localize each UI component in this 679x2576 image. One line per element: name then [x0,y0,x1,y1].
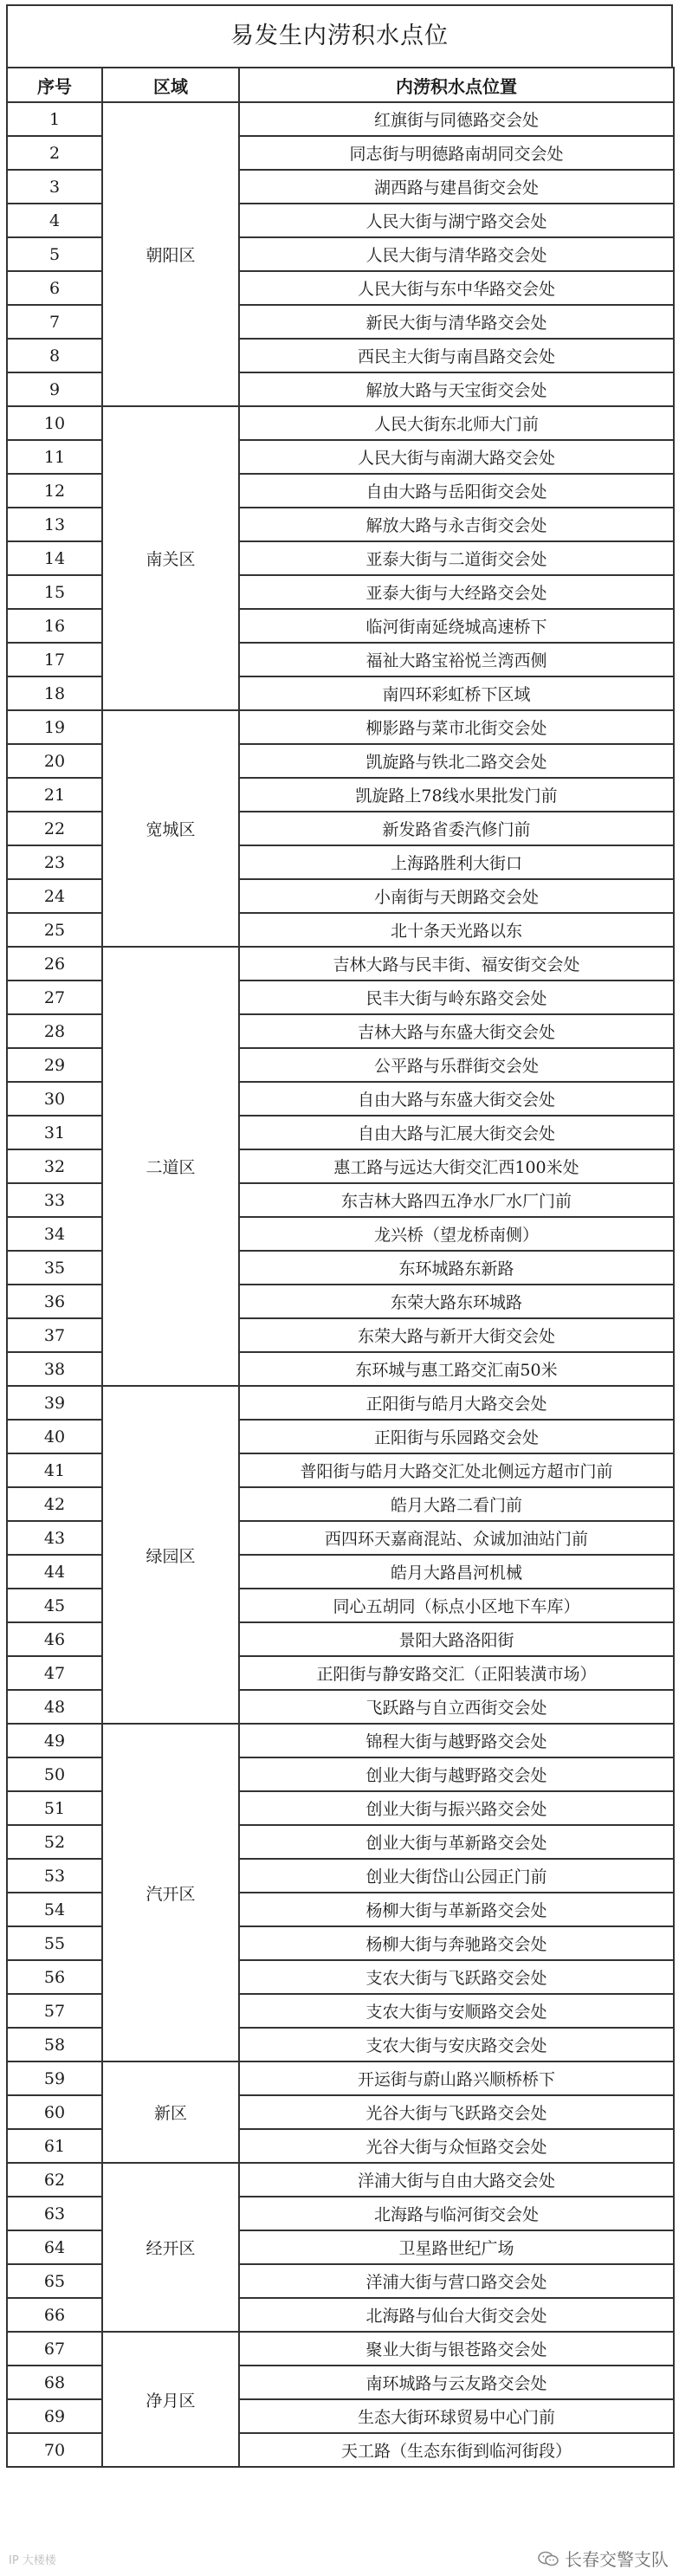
location-cell: 北海路与仙台大街交会处 [239,2298,674,2332]
row-index: 48 [7,1690,102,1724]
location-cell: 龙兴桥（望龙桥南侧） [239,1217,674,1251]
table-row [7,2332,674,2366]
location-cell: 北海路与临河街交会处 [239,2197,674,2230]
row-index: 14 [7,541,102,575]
row-index: 12 [7,474,102,508]
sheet-title: 易发生内涝积水点位 [6,4,673,67]
location-cell: 飞跃路与自立西街交会处 [239,1690,674,1724]
row-index: 16 [7,609,102,643]
district-cell: 宽城区 [102,710,239,947]
location-cell: 人民大街与清华路交会处 [239,237,674,271]
row-index: 26 [7,947,102,981]
location-cell: 人民大街东北师大门前 [239,406,674,440]
table-row [7,406,674,440]
location-cell: 凯旋路与铁北二路交会处 [239,744,674,778]
district-cell: 绿园区 [102,1386,239,1724]
table-row [7,2163,674,2197]
row-index: 62 [7,2163,102,2197]
location-cell: 人民大街与南湖大路交会处 [239,440,674,474]
row-index: 53 [7,1859,102,1893]
location-cell: 亚泰大街与二道街交会处 [239,541,674,575]
location-cell: 普阳街与皓月大路交汇处北侧远方超市门前 [239,1453,674,1487]
row-index: 59 [7,2061,102,2095]
row-index: 18 [7,676,102,710]
location-cell: 自由大路与岳阳街交会处 [239,474,674,508]
header-location: 内涝积水点位置 [239,68,674,102]
row-index: 29 [7,1048,102,1082]
location-cell: 公平路与乐群街交会处 [239,1048,674,1082]
row-index: 6 [7,271,102,305]
row-index: 57 [7,1994,102,2028]
location-cell: 东环城与惠工路交汇南50米 [239,1352,674,1386]
row-index: 54 [7,1893,102,1926]
row-index: 39 [7,1386,102,1420]
row-index: 46 [7,1622,102,1656]
row-index: 66 [7,2298,102,2332]
location-cell: 惠工路与远达大街交汇西100米处 [239,1149,674,1183]
row-index: 20 [7,744,102,778]
location-cell: 新民大街与清华路交会处 [239,305,674,339]
row-index: 23 [7,845,102,879]
location-cell: 临河街南延绕城高速桥下 [239,609,674,643]
row-index: 2 [7,136,102,170]
row-index: 21 [7,778,102,812]
row-index: 43 [7,1521,102,1555]
location-cell: 小南街与天朗路交会处 [239,879,674,913]
row-index: 40 [7,1420,102,1453]
location-cell: 上海路胜利大街口 [239,845,674,879]
location-cell: 东吉林大路四五净水厂水厂门前 [239,1183,674,1217]
location-cell: 支农大街与安庆路交会处 [239,2028,674,2061]
location-cell: 东荣大路东环城路 [239,1285,674,1318]
district-cell: 净月区 [102,2332,239,2467]
row-index: 5 [7,237,102,271]
district-cell: 二道区 [102,947,239,1386]
location-cell: 卫星路世纪广场 [239,2230,674,2264]
row-index: 51 [7,1791,102,1825]
location-cell: 天工路（生态东街到临河街段） [239,2433,674,2467]
location-cell: 人民大街与湖宁路交会处 [239,204,674,237]
row-index: 36 [7,1285,102,1318]
row-index: 10 [7,406,102,440]
location-cell: 同志街与明德路南胡同交会处 [239,136,674,170]
location-cell: 聚业大街与银苍路交会处 [239,2332,674,2366]
row-index: 63 [7,2197,102,2230]
row-index: 70 [7,2433,102,2467]
district-cell: 新区 [102,2061,239,2163]
row-index: 60 [7,2095,102,2129]
location-cell: 支农大街与飞跃路交会处 [239,1960,674,1994]
account-name: 长春交警支队 [565,2549,669,2570]
row-index: 41 [7,1453,102,1487]
row-index: 64 [7,2230,102,2264]
location-cell: 开运街与蔚山路兴顺桥桥下 [239,2061,674,2095]
row-index: 42 [7,1487,102,1521]
location-cell: 南环城路与云友路交会处 [239,2366,674,2399]
location-cell: 创业大街岱山公园正门前 [239,1859,674,1893]
location-cell: 南四环彩虹桥下区域 [239,676,674,710]
row-index: 55 [7,1926,102,1960]
row-index: 13 [7,508,102,541]
location-cell: 皓月大路昌河机械 [239,1555,674,1589]
row-index: 7 [7,305,102,339]
table-row [7,1386,674,1420]
row-index: 33 [7,1183,102,1217]
location-cell: 锦程大街与越野路交会处 [239,1724,674,1757]
row-index: 8 [7,339,102,372]
header-district: 区域 [102,68,239,102]
row-index: 19 [7,710,102,744]
row-index: 45 [7,1589,102,1622]
row-index: 9 [7,372,102,406]
location-cell: 解放大路与永吉街交会处 [239,508,674,541]
location-cell: 正阳街与乐园路交会处 [239,1420,674,1453]
row-index: 28 [7,1014,102,1048]
location-cell: 新发路省委汽修门前 [239,812,674,845]
wechat-icon [537,2551,559,2566]
district-cell: 汽开区 [102,1724,239,2061]
row-index: 15 [7,575,102,609]
table-body [7,102,674,2467]
location-cell: 生态大街环球贸易中心门前 [239,2399,674,2433]
location-cell: 红旗街与同德路交会处 [239,102,674,136]
row-index: 61 [7,2129,102,2163]
row-index: 52 [7,1825,102,1859]
location-cell: 凯旋路上78线水果批发门前 [239,778,674,812]
location-cell: 洋浦大街与营口路交会处 [239,2264,674,2298]
location-cell: 创业大街与革新路交会处 [239,1825,674,1859]
location-cell: 自由大路与汇展大街交会处 [239,1116,674,1149]
row-index: 68 [7,2366,102,2399]
location-cell: 杨柳大街与奔驰路交会处 [239,1926,674,1960]
location-cell: 民丰大街与岭东路交会处 [239,981,674,1014]
row-index: 58 [7,2028,102,2061]
row-index: 30 [7,1082,102,1116]
location-cell: 正阳街与皓月大路交会处 [239,1386,674,1420]
row-index: 3 [7,170,102,204]
location-cell: 柳影路与菜市北街交会处 [239,710,674,744]
header-row [7,68,674,102]
row-index: 69 [7,2399,102,2433]
row-index: 32 [7,1149,102,1183]
row-index: 65 [7,2264,102,2298]
location-cell: 光谷大街与飞跃路交会处 [239,2095,674,2129]
location-cell: 亚泰大街与大经路交会处 [239,575,674,609]
location-cell: 创业大街与越野路交会处 [239,1757,674,1791]
row-index: 31 [7,1116,102,1149]
table-row [7,710,674,744]
row-index: 17 [7,643,102,676]
row-index: 22 [7,812,102,845]
footer-watermarks [0,2542,679,2576]
row-index: 56 [7,1960,102,1994]
row-index: 38 [7,1352,102,1386]
flood-points-table [6,67,675,2468]
location-cell: 北十条天光路以东 [239,913,674,947]
table-row [7,2061,674,2095]
location-cell: 吉林大路与民丰街、福安街交会处 [239,947,674,981]
row-index: 34 [7,1217,102,1251]
district-cell: 朝阳区 [102,102,239,406]
row-index: 11 [7,440,102,474]
location-cell: 杨柳大街与革新路交会处 [239,1893,674,1926]
location-cell: 洋浦大街与自由大路交会处 [239,2163,674,2197]
location-cell: 景阳大路洛阳街 [239,1622,674,1656]
location-cell: 西民主大街与南昌路交会处 [239,339,674,372]
table-row [7,102,674,136]
row-index: 50 [7,1757,102,1791]
location-cell: 皓月大路二看门前 [239,1487,674,1521]
location-cell: 东环城路东新路 [239,1251,674,1285]
row-index: 27 [7,981,102,1014]
location-cell: 光谷大街与众恒路交会处 [239,2129,674,2163]
row-index: 1 [7,102,102,136]
account-watermark [537,2546,669,2571]
location-cell: 东荣大路与新开大街交会处 [239,1318,674,1352]
flood-points-sheet [6,4,673,2468]
header-index: 序号 [7,68,102,102]
location-cell: 创业大街与振兴路交会处 [239,1791,674,1825]
row-index: 67 [7,2332,102,2366]
row-index: 47 [7,1656,102,1690]
location-cell: 自由大路与东盛大街交会处 [239,1082,674,1116]
row-index: 49 [7,1724,102,1757]
table-row [7,947,674,981]
location-cell: 同心五胡同（标点小区地下车库） [239,1589,674,1622]
row-index: 4 [7,204,102,237]
location-cell: 正阳街与静安路交汇（正阳装潢市场） [239,1656,674,1690]
location-cell: 湖西路与建昌街交会处 [239,170,674,204]
district-cell: 南关区 [102,406,239,710]
row-index: 35 [7,1251,102,1285]
row-index: 44 [7,1555,102,1589]
location-cell: 人民大街与东中华路交会处 [239,271,674,305]
location-cell: 吉林大路与东盛大街交会处 [239,1014,674,1048]
location-cell: 支农大街与安顺路交会处 [239,1994,674,2028]
table-row [7,1724,674,1757]
row-index: 24 [7,879,102,913]
left-watermark: IP 大楼楼 [9,2554,56,2567]
location-cell: 福祉大路宝裕悦兰湾西侧 [239,643,674,676]
location-cell: 西四环天嘉商混站、众诚加油站门前 [239,1521,674,1555]
location-cell: 解放大路与天宝街交会处 [239,372,674,406]
district-cell: 经开区 [102,2163,239,2332]
row-index: 25 [7,913,102,947]
row-index: 37 [7,1318,102,1352]
